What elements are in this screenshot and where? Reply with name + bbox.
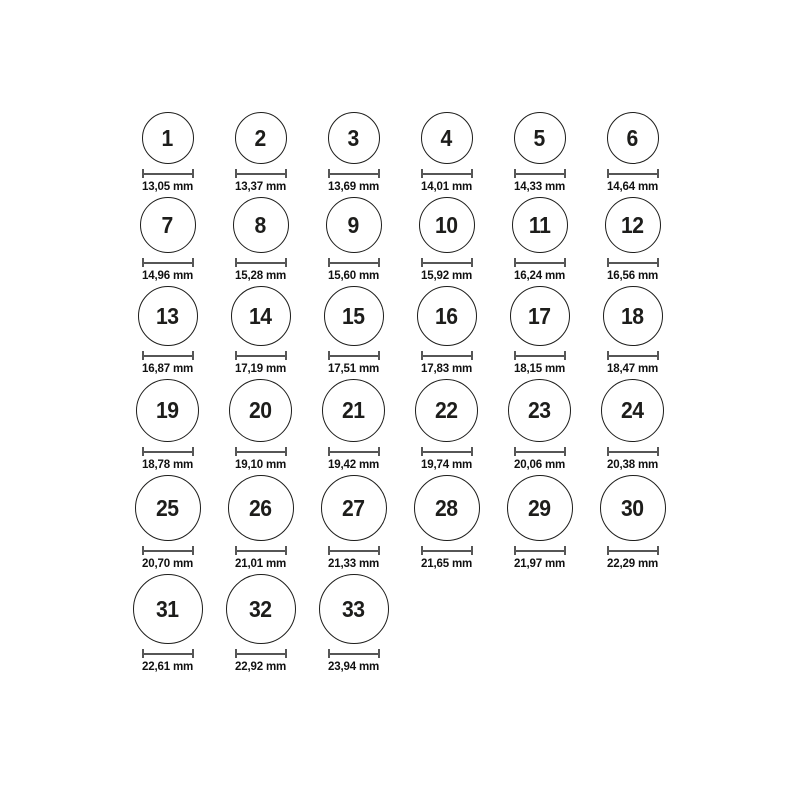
ring-size-cell xyxy=(493,379,586,471)
ring-circle xyxy=(229,379,292,442)
diameter-label: 16,56 mm xyxy=(606,268,658,282)
ring-circle xyxy=(226,574,296,644)
diameter-label: 14,96 mm xyxy=(141,268,193,282)
diameter-measure-line xyxy=(328,546,380,555)
diameter-measure-line xyxy=(235,649,287,658)
ring-circle xyxy=(321,475,387,541)
diameter-label: 19,42 mm xyxy=(327,457,379,471)
ring-size-cell xyxy=(493,475,586,570)
diameter-label: 15,28 mm xyxy=(234,268,286,282)
ring-size-number: 1 xyxy=(161,124,174,151)
ring-size-number: 31 xyxy=(156,595,179,622)
ring-circle xyxy=(421,112,473,164)
ring-size-cell xyxy=(214,286,307,375)
diameter-measure-line xyxy=(328,169,380,178)
ring-size-cell xyxy=(121,112,214,193)
ring-circle xyxy=(319,574,389,644)
ring-circle xyxy=(228,475,294,541)
ring-size-cell xyxy=(586,286,679,375)
ring-size-number: 9 xyxy=(347,211,360,238)
ring-circle xyxy=(603,286,663,346)
diameter-measure-line xyxy=(607,447,659,456)
ring-size-cell xyxy=(400,286,493,375)
diameter-measure-line xyxy=(607,351,659,360)
ring-size-cell xyxy=(307,112,400,193)
diameter-measure-line xyxy=(328,447,380,456)
diameter-label: 15,60 mm xyxy=(327,268,379,282)
diameter-measure-line xyxy=(235,258,287,267)
ring-size-number: 17 xyxy=(528,302,551,329)
diameter-measure-line xyxy=(328,649,380,658)
ring-circle xyxy=(138,286,198,346)
ring-circle xyxy=(415,379,478,442)
diameter-label: 14,64 mm xyxy=(606,179,658,193)
ring-circle xyxy=(140,197,196,253)
ring-size-cell xyxy=(214,197,307,282)
diameter-label: 20,70 mm xyxy=(141,556,193,570)
ring-size-cell xyxy=(307,379,400,471)
ring-size-cell xyxy=(307,286,400,375)
ring-circle xyxy=(414,475,480,541)
ring-size-number: 32 xyxy=(249,595,272,622)
ring-size-cell xyxy=(400,475,493,570)
diameter-label: 16,24 mm xyxy=(513,268,565,282)
diameter-label: 13,69 mm xyxy=(327,179,379,193)
ring-size-cell xyxy=(586,197,679,282)
ring-size-number: 33 xyxy=(342,595,365,622)
ring-circle xyxy=(601,379,664,442)
size-row xyxy=(121,286,679,375)
diameter-measure-line xyxy=(235,169,287,178)
ring-size-number: 27 xyxy=(342,494,365,521)
ring-circle xyxy=(514,112,566,164)
diameter-label: 19,10 mm xyxy=(234,457,286,471)
ring-size-number: 15 xyxy=(342,302,365,329)
diameter-measure-line xyxy=(421,546,473,555)
ring-size-cell xyxy=(121,574,214,673)
ring-size-number: 13 xyxy=(156,302,179,329)
ring-circle xyxy=(507,475,573,541)
ring-circle xyxy=(324,286,384,346)
ring-size-number: 26 xyxy=(249,494,272,521)
ring-circle xyxy=(233,197,289,253)
diameter-measure-line xyxy=(421,351,473,360)
diameter-label: 21,01 mm xyxy=(234,556,286,570)
diameter-label: 20,38 mm xyxy=(606,457,658,471)
ring-size-cell xyxy=(307,197,400,282)
ring-size-cell xyxy=(307,574,400,673)
ring-circle xyxy=(600,475,666,541)
ring-size-number: 29 xyxy=(528,494,551,521)
diameter-measure-line xyxy=(607,546,659,555)
ring-circle xyxy=(235,112,287,164)
ring-circle xyxy=(322,379,385,442)
ring-circle xyxy=(326,197,382,253)
ring-size-cell xyxy=(586,475,679,570)
ring-size-cell xyxy=(400,379,493,471)
ring-size-chart xyxy=(121,0,679,673)
ring-size-cell xyxy=(121,286,214,375)
ring-size-cell xyxy=(493,112,586,193)
diameter-measure-line xyxy=(142,169,194,178)
diameter-label: 18,47 mm xyxy=(606,361,658,375)
ring-size-cell xyxy=(586,379,679,471)
ring-size-number: 2 xyxy=(254,124,267,151)
ring-size-cell xyxy=(400,197,493,282)
diameter-label: 19,74 mm xyxy=(420,457,472,471)
ring-circle xyxy=(417,286,477,346)
size-row xyxy=(121,197,679,282)
diameter-label: 22,29 mm xyxy=(606,556,658,570)
diameter-measure-line xyxy=(235,447,287,456)
diameter-measure-line xyxy=(142,351,194,360)
ring-circle xyxy=(135,475,201,541)
diameter-measure-line xyxy=(514,447,566,456)
diameter-label: 15,92 mm xyxy=(420,268,472,282)
ring-circle xyxy=(136,379,199,442)
ring-size-number: 24 xyxy=(621,397,644,423)
ring-size-number: 20 xyxy=(249,397,272,423)
diameter-measure-line xyxy=(514,546,566,555)
diameter-measure-line xyxy=(142,546,194,555)
diameter-measure-line xyxy=(142,649,194,658)
diameter-measure-line xyxy=(514,258,566,267)
diameter-measure-line xyxy=(421,169,473,178)
ring-circle xyxy=(328,112,380,164)
diameter-label: 14,33 mm xyxy=(513,179,565,193)
ring-size-number: 22 xyxy=(435,397,458,423)
ring-circle xyxy=(607,112,659,164)
ring-size-number: 6 xyxy=(626,124,639,151)
ring-size-cell xyxy=(214,112,307,193)
ring-size-cell xyxy=(307,475,400,570)
ring-size-cell xyxy=(400,112,493,193)
diameter-label: 23,94 mm xyxy=(327,659,379,673)
ring-circle xyxy=(508,379,571,442)
diameter-measure-line xyxy=(514,169,566,178)
diameter-measure-line xyxy=(514,351,566,360)
ring-size-number: 25 xyxy=(156,494,179,521)
ring-size-cell xyxy=(121,379,214,471)
diameter-measure-line xyxy=(142,447,194,456)
ring-circle xyxy=(133,574,203,644)
ring-circle xyxy=(605,197,661,253)
ring-size-cell xyxy=(121,197,214,282)
diameter-label: 22,92 mm xyxy=(234,659,286,673)
ring-size-cell xyxy=(214,574,307,673)
ring-size-number: 16 xyxy=(435,302,458,329)
ring-size-number: 12 xyxy=(621,211,644,238)
diameter-measure-line xyxy=(235,546,287,555)
diameter-label: 17,51 mm xyxy=(327,361,379,375)
ring-size-number: 4 xyxy=(440,124,453,151)
diameter-label: 14,01 mm xyxy=(420,179,472,193)
diameter-measure-line xyxy=(328,351,380,360)
ring-size-cell xyxy=(121,475,214,570)
ring-size-cell xyxy=(214,475,307,570)
diameter-measure-line xyxy=(328,258,380,267)
ring-size-cell xyxy=(493,286,586,375)
diameter-measure-line xyxy=(607,169,659,178)
size-row xyxy=(121,475,679,570)
diameter-measure-line xyxy=(421,258,473,267)
ring-size-number: 7 xyxy=(161,211,174,238)
diameter-label: 17,83 mm xyxy=(420,361,472,375)
diameter-measure-line xyxy=(421,447,473,456)
ring-circle xyxy=(510,286,570,346)
ring-size-number: 14 xyxy=(249,302,272,329)
ring-size-number: 10 xyxy=(435,211,458,238)
diameter-label: 17,19 mm xyxy=(234,361,286,375)
diameter-label: 18,78 mm xyxy=(141,457,193,471)
diameter-label: 13,37 mm xyxy=(234,179,286,193)
ring-size-number: 30 xyxy=(621,494,644,521)
diameter-label: 21,65 mm xyxy=(420,556,472,570)
diameter-label: 13,05 mm xyxy=(141,179,193,193)
size-row xyxy=(121,574,679,673)
diameter-label: 20,06 mm xyxy=(513,457,565,471)
ring-size-number: 19 xyxy=(156,397,179,423)
ring-size-cell xyxy=(493,197,586,282)
ring-size-number: 8 xyxy=(254,211,267,238)
ring-size-number: 3 xyxy=(347,124,360,151)
diameter-label: 22,61 mm xyxy=(141,659,193,673)
diameter-label: 18,15 mm xyxy=(513,361,565,375)
diameter-label: 21,33 mm xyxy=(327,556,379,570)
size-row xyxy=(121,112,679,193)
ring-size-number: 5 xyxy=(533,124,546,151)
ring-size-number: 18 xyxy=(621,302,644,329)
diameter-measure-line xyxy=(607,258,659,267)
ring-circle xyxy=(512,197,568,253)
ring-size-cell xyxy=(214,379,307,471)
diameter-measure-line xyxy=(142,258,194,267)
ring-circle xyxy=(419,197,475,253)
diameter-measure-line xyxy=(235,351,287,360)
ring-size-number: 23 xyxy=(528,397,551,423)
diameter-label: 21,97 mm xyxy=(513,556,565,570)
ring-size-number: 21 xyxy=(342,397,365,423)
ring-circle xyxy=(142,112,194,164)
diameter-label: 16,87 mm xyxy=(141,361,193,375)
size-row xyxy=(121,379,679,471)
ring-circle xyxy=(231,286,291,346)
ring-size-number: 11 xyxy=(528,211,551,238)
ring-size-cell xyxy=(586,112,679,193)
ring-size-number: 28 xyxy=(435,494,458,521)
